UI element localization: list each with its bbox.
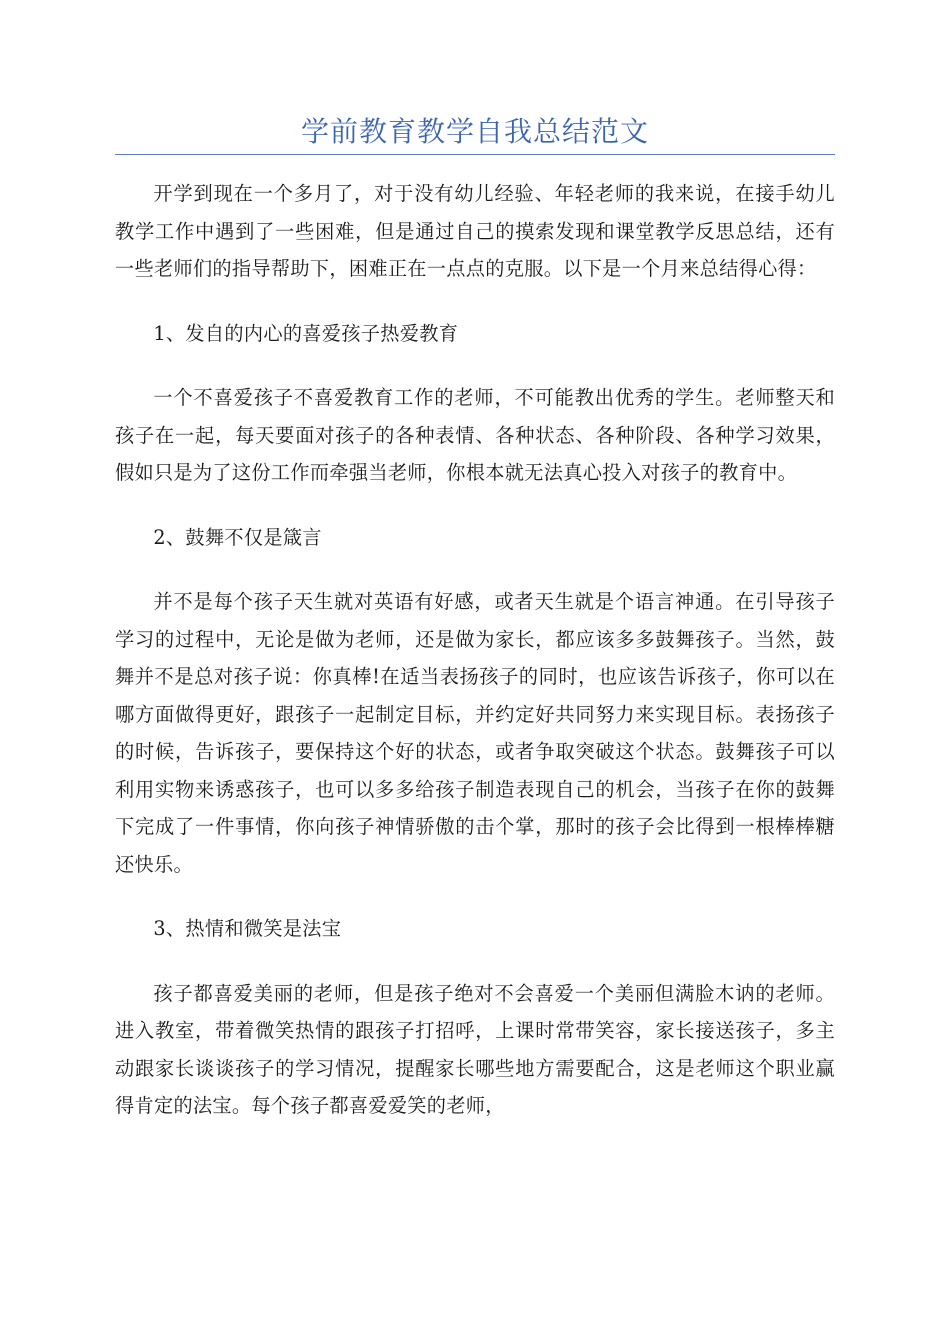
section-heading-2: 2、鼓舞不仅是箴言: [153, 525, 322, 549]
paragraph-section-2: 并不是每个孩子天生就对英语有好感，或者天生就是个语言神通。在引导孩子学习的过程中，无论是做为老师，还是做为家长，都应该多多鼓舞孩子。当然，鼓舞并不是总对孩子说：你真棒!在适当表扬孩子的同时，也应该告诉孩子，你可以在哪方面做得更好，跟孩子一起制定目标，并约定好共同努力来实现目标。表扬孩子的时候，告诉孩子，要保持这个好的状态，或者争取突破这个状态。鼓舞孩子可以利用实物来诱惑孩子，也可以多多给孩子制造表现自己的机会，当孩子在你的鼓舞下完成了一件事情，你向孩子神情骄傲的击个掌，那时的孩子会比得到一根棒棒糖还快乐。: [115, 590, 835, 876]
paragraph-section-3: 孩子都喜爱美丽的老师，但是孩子绝对不会喜爱一个美丽但满脸木讷的老师。进入教室，带着微笑热情的跟孩子打招呼，上课时常带笑容，家长接送孩子，多主动跟家长谈谈孩子的学习情况，提醒家长哪些地方需要配合，这是老师这个职业赢得肯定的法宝。每个孩子都喜爱爱笑的老师，: [115, 981, 835, 1117]
section-heading-1: 1、发自的内心的喜爱孩子热爱教育: [153, 321, 459, 345]
title-underline: [115, 154, 835, 155]
document-body: [115, 175, 835, 1152]
document-title: 学前教育教学自我总结范文: [300, 115, 649, 148]
section-heading-3: 3、热情和微笑是法宝: [153, 917, 342, 940]
paragraph-intro: 开学到现在一个多月了，对于没有幼儿经验、年轻老师的我来说，在接手幼儿教学工作中遇到了一些困难，但是通过自己的摸索发现和课堂教学反思总结，还有一些老师们的指导帮助下，困难正在一点点的克服。以下是一个月来总结得心得：: [115, 182, 835, 280]
paragraph-section-1: 一个不喜爱孩子不喜爱教育工作的老师，不可能教出优秀的学生。老师整天和孩子在一起，每天要面对孩子的各种表情、各种状态、各种阶段、各种学习效果，假如只是为了这份工作而牵强当老师，你根本就无法真心投入对孩子的教育中。: [115, 386, 835, 484]
